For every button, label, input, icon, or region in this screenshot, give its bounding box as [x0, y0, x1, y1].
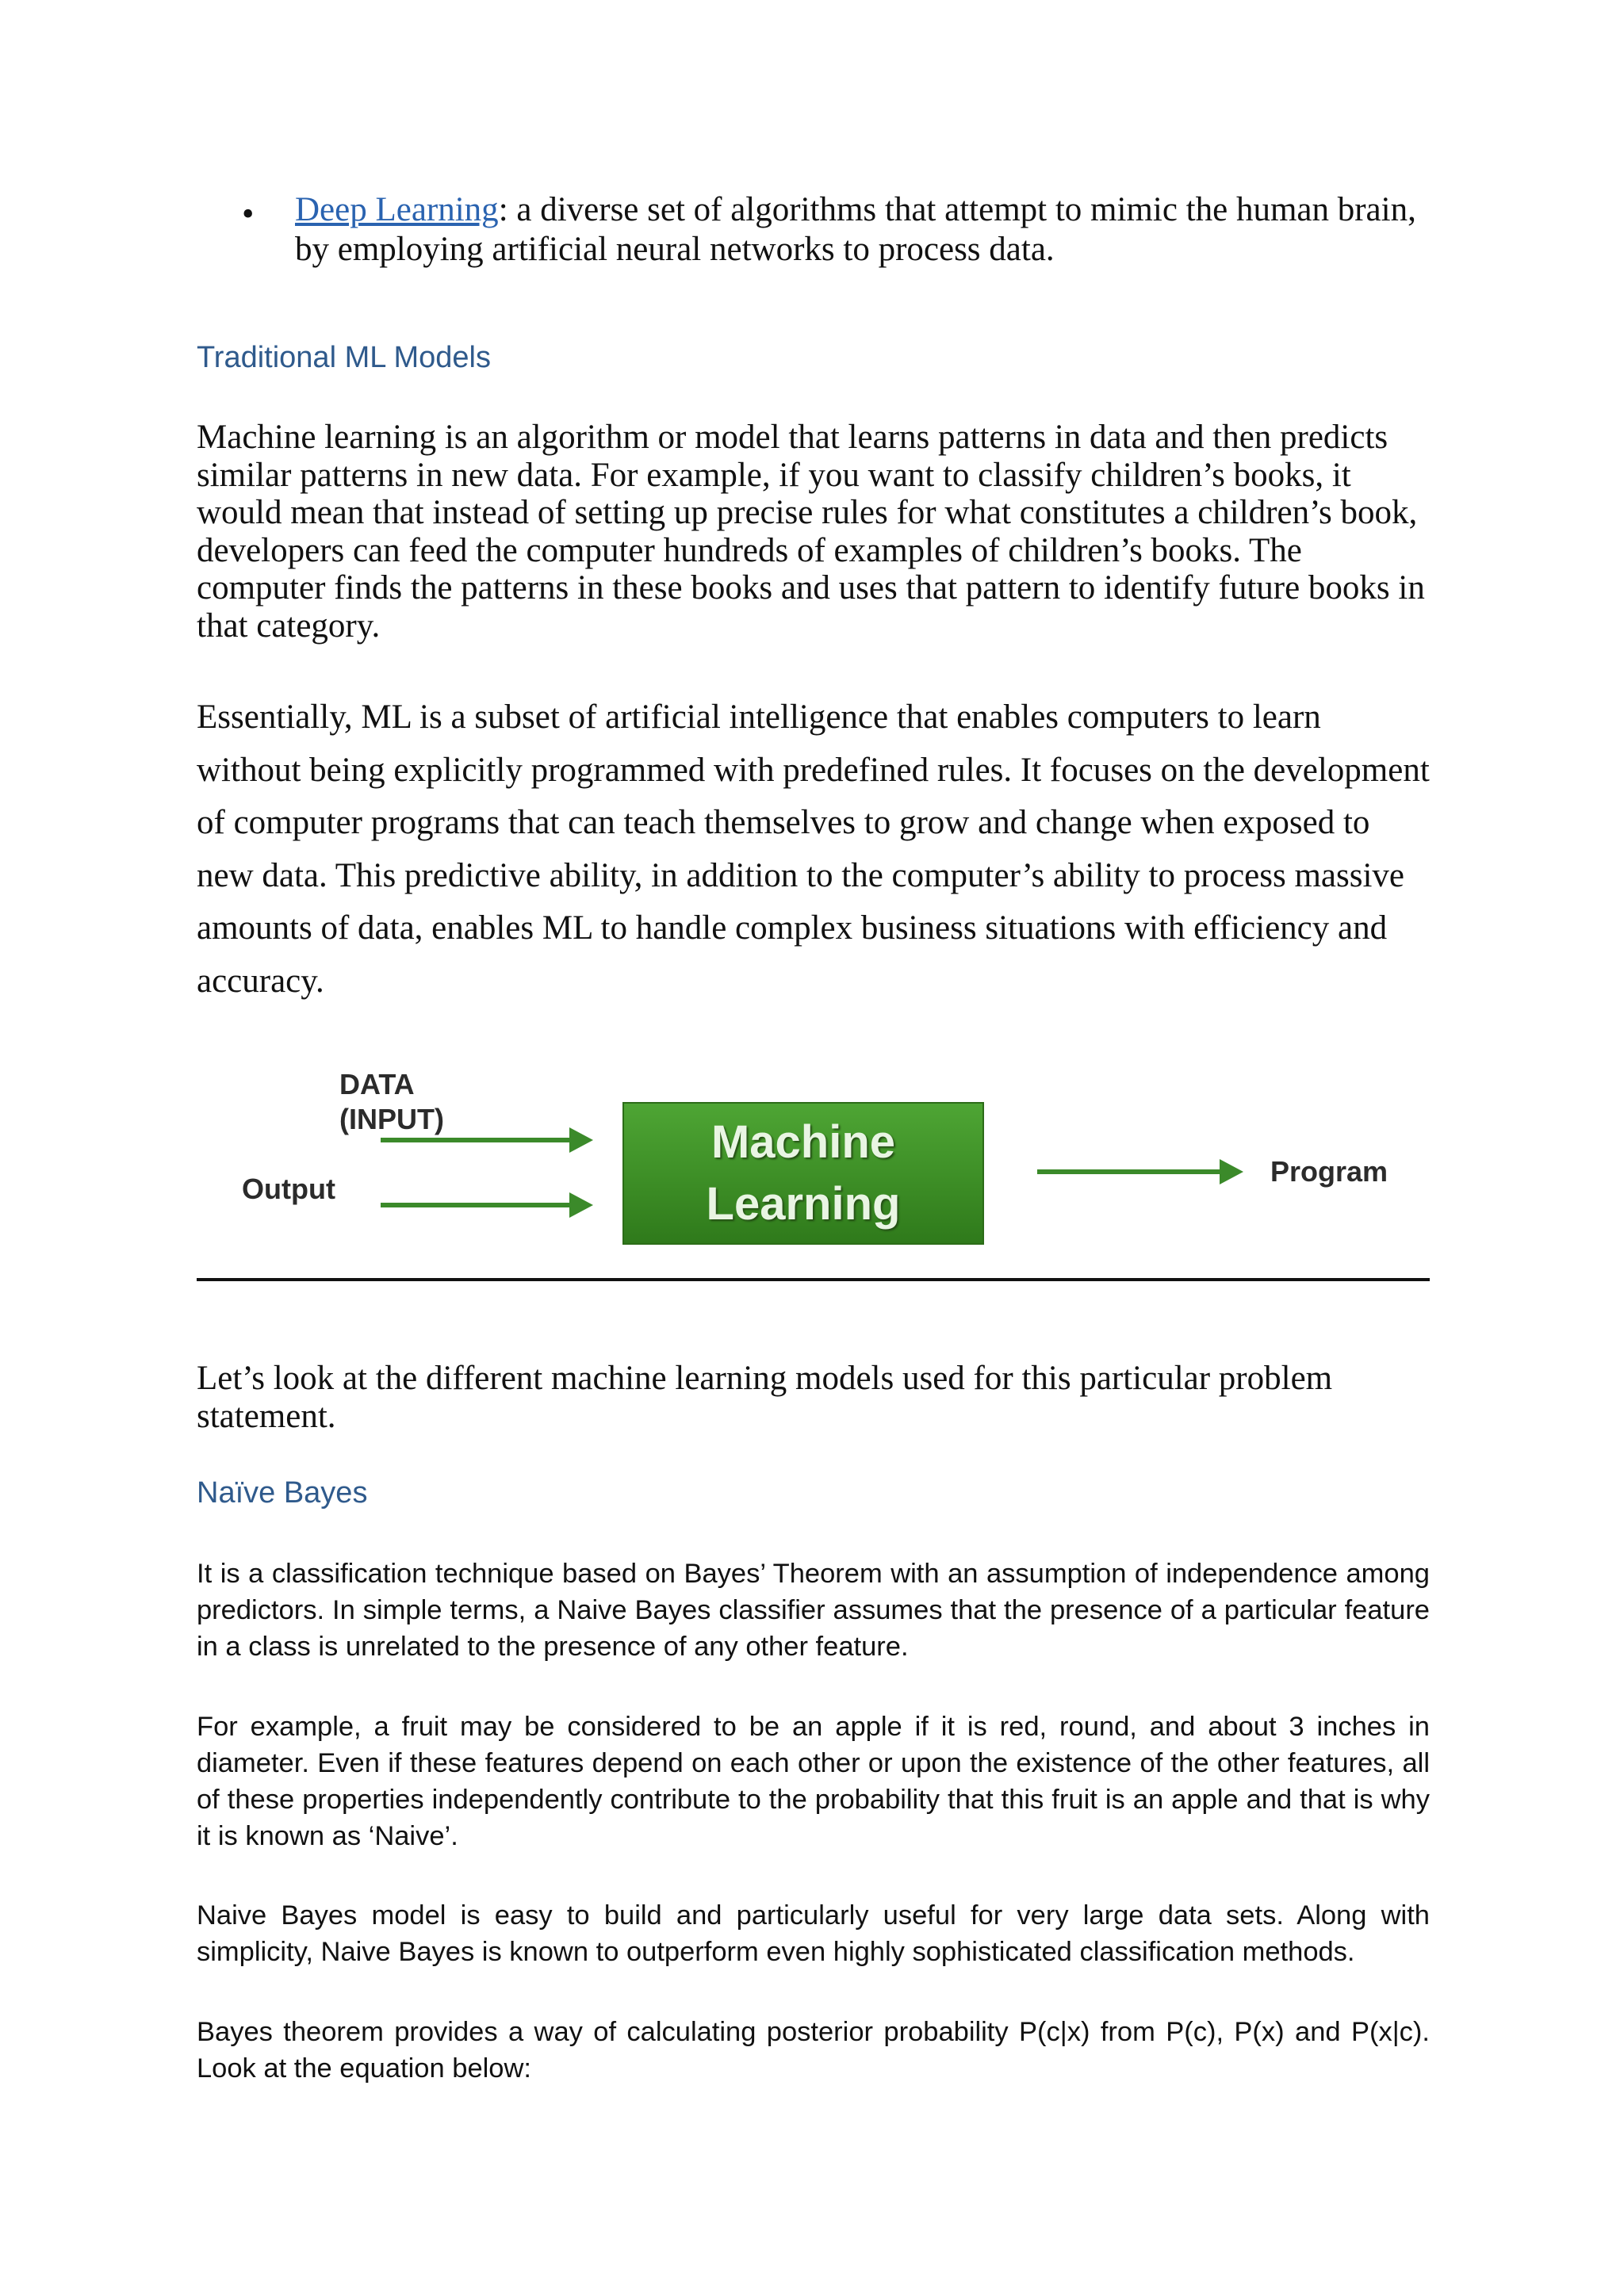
arrow-program — [1037, 1159, 1243, 1184]
label-output: Output — [242, 1173, 335, 1205]
box-line-machine: Machine — [710, 1116, 896, 1168]
bullet-description: : a diverse set of algorithms that attempt to mimic the human brain, by employing artificial neural networks to process data. — [295, 191, 1416, 268]
paragraph-nb-simplicity: Naive Bayes model is easy to build and particularly useful for very large data sets. Along with simplicity, Naive Bayes is known to outperform even highly sophisticated classification methods. — [197, 1900, 1430, 1967]
paragraph-nb-example: For example, a fruit may be considered to be an apple if it is red, round, and about 3 inches in diameter. Even if these features depend on each other or upon the existence of the other features, all of these properties independently contribute to the probability that this fruit is an apple and that is why it is known as ‘Naive’. — [197, 1712, 1430, 1851]
bullet-dot-icon: • — [242, 194, 255, 233]
horizontal-rule — [197, 1278, 1430, 1281]
heading-naive-bayes: Naïve Bayes — [197, 1476, 368, 1510]
deep-learning-link[interactable]: Deep Learning — [295, 191, 499, 228]
paragraph-bayes-theorem: Bayes theorem provides a way of calculating posterior probability P(c|x) from P(c), P(x) and P(x|c). Look at the equation below: — [197, 2017, 1430, 2084]
label-data-input — [339, 1067, 444, 1137]
bullet-text — [295, 190, 1437, 270]
label-program: Program — [1270, 1155, 1388, 1188]
paragraph-models-intro: Let’s look at the different machine learning models used for this particular problem statement. — [197, 1360, 1333, 1435]
label-data: DATA — [339, 1068, 415, 1100]
heading-traditional-ml-models: Traditional ML Models — [197, 341, 492, 374]
machine-learning-box — [622, 1102, 984, 1245]
paragraph-nb-definition: It is a classification technique based on Bayes’ Theorem with an assumption of independence among predictors. In simple terms, a Naive Bayes classifier assumes that the presence of a particular feature in a class is unrelated to the presence of any other feature. — [197, 1559, 1430, 1662]
label-input: (INPUT) — [339, 1103, 444, 1135]
ml-diagram — [197, 1039, 1430, 1292]
arrow-output — [381, 1192, 593, 1218]
paragraph-ml-definition: Machine learning is an algorithm or model that learns patterns in data and then predicts similar patterns in new data. For example, if you want to classify children’s books, it would mean that instead of setting up precise rules for what constitutes a children’s book, developers can feed the computer hundreds of examples of children’s books. The computer finds the patterns in these books and uses that pattern to identify future books in that category. — [197, 419, 1425, 645]
paragraph-ml-essentially: Essentially, ML is a subset of artificial intelligence that enables computers to learn without being explicitly programmed with predefined rules. It focuses on the development of computer programs that can teach themselves to grow and change when exposed to new data. This predictive ability, in addition to the computer’s ability to process massive amounts of data, enables ML to handle complex business situations with efficiency and accuracy. — [197, 698, 1430, 1000]
box-line-learning: Learning — [706, 1178, 901, 1230]
